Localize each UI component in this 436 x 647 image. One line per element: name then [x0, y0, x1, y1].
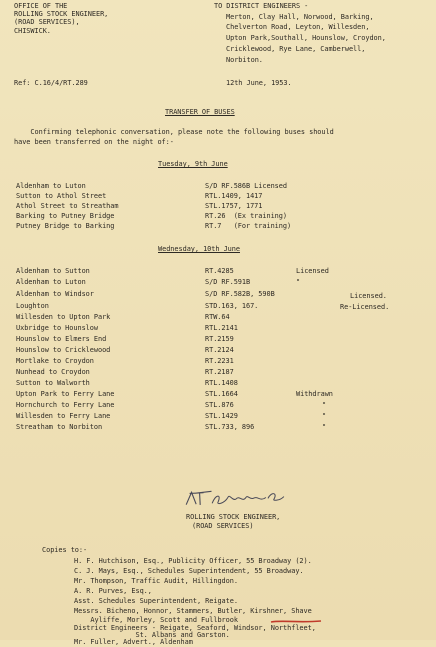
handwritten-signature [181, 484, 292, 516]
route: Sutton to Athol Street [16, 192, 107, 200]
day1-heading: Tuesday, 9th June [158, 160, 228, 168]
reference: Ref: C.16/4/RT.289 [14, 79, 88, 87]
to-line-2: Merton, Clay Hall, Norwood, Barking, [226, 13, 374, 21]
route: Streatham to Norbiton [16, 423, 103, 431]
bus-number: STL.876 [205, 401, 234, 409]
bus-number: RT.7 (For training) [205, 222, 292, 230]
bus-number: STL.733, 896 [205, 423, 255, 431]
to-line-3: Chelverton Road, Leyton, Willesden, [226, 23, 370, 31]
copies-line: St. Albans and Garston. [74, 631, 230, 639]
intro-line-1: Confirming telephonic conversation, please note the following buses should [14, 128, 334, 136]
route: Barking to Putney Bridge [16, 212, 115, 220]
route: Hounslow to Cricklewood [16, 346, 111, 354]
copies-line: Asst. Schedules Superintendent, Reigate. [74, 597, 238, 605]
copies-line: Ayliffe, Morley, Scott and Fullbrook [74, 616, 238, 624]
copies-line: Mr. Fuller, Advert., Aldenham [74, 638, 193, 646]
red-pencil-underline [270, 619, 322, 624]
note: Re-Licensed. [340, 303, 390, 311]
route: Aldenham to Luton [16, 278, 86, 286]
bus-number: RT.26 (Ex training) [205, 212, 287, 220]
signatory-line-1: ROLLING STOCK ENGINEER, [186, 513, 281, 521]
route: Aldenham to Sutton [16, 267, 90, 275]
bus-number: S/D RF.582B, 590B [205, 290, 275, 298]
route: Putney Bridge to Barking [16, 222, 115, 230]
to-line-4: Upton Park,Southall, Hounslow, Croydon, [226, 34, 386, 42]
copies-line: District Engineers - Reigate, Seaford, Windsor, Northfleet, [74, 624, 316, 632]
bus-number: RT.4285 [205, 267, 234, 275]
from-line-2: ROLLING STOCK ENGINEER, [14, 10, 109, 18]
copies-label: Copies to:- [42, 546, 88, 554]
to-line-1: TO DISTRICT ENGINEERS - [214, 2, 309, 10]
note: Licensed [296, 267, 329, 275]
bus-number: RT.2124 [205, 346, 234, 354]
day2-heading: Wednesday, 10th June [158, 245, 240, 253]
bus-number: STL.1429 [205, 412, 238, 420]
route: Hornchurch to Ferry Lane [16, 401, 115, 409]
bus-number: RTW.64 [205, 313, 230, 321]
copies-line: Messrs. Bicheno, Honnor, Stammers, Butler, Kirshner, Shave [74, 607, 312, 615]
note: " [322, 401, 327, 409]
bus-number: RT.2159 [205, 335, 234, 343]
route: Hounslow to Elmers End [16, 335, 107, 343]
to-line-5: Cricklewood, Rye Lane, Camberwell, [226, 45, 366, 53]
bus-number: RT.2231 [205, 357, 234, 365]
route: Uxbridge to Hounslow [16, 324, 98, 332]
signatory-line-2: (ROAD SERVICES) [192, 522, 254, 530]
route: Aldenham to Windsor [16, 290, 94, 298]
bus-number: RTL.2141 [205, 324, 238, 332]
route: Loughton [16, 302, 49, 310]
bus-number: RT.2187 [205, 368, 234, 376]
route: Willesden to Upton Park [16, 313, 111, 321]
route: Willesden to Ferry Lane [16, 412, 111, 420]
note: " [296, 278, 301, 286]
from-line-4: CHISWICK. [14, 27, 51, 35]
memo-title: TRANSFER OF BUSES [165, 108, 235, 116]
bus-number: RTL.1409, 1417 [205, 192, 263, 200]
bus-number: S/D RF.586B Licensed [205, 182, 287, 190]
route: Athol Street to Streatham [16, 202, 119, 210]
from-line-1: OFFICE OF THE [14, 2, 68, 10]
bus-number: STL.1664 [205, 390, 238, 398]
route: Aldenham to Luton [16, 182, 86, 190]
route: Mortlake to Croydon [16, 357, 94, 365]
copies-line: C. J. Mays, Esq., Schedules Superintendent, 55 Broadway. [74, 567, 304, 575]
note: Withdrawn [296, 390, 333, 398]
note: " [322, 423, 327, 431]
intro-line-2: have been transferred on the night of:- [14, 138, 174, 146]
to-line-6: Norbiton. [226, 56, 263, 64]
note: " [322, 412, 327, 420]
copies-line: H. F. Hutchison, Esq., Publicity Officer, 55 Broadway (2). [74, 557, 312, 565]
bus-number: S/D RF.591B [205, 278, 251, 286]
memo-date: 12th June, 1953. [226, 79, 292, 87]
bus-number: RTL.1408 [205, 379, 238, 387]
route: Sutton to Walworth [16, 379, 90, 387]
copies-line: Mr. Thompson, Traffic Audit, Hillingdon. [74, 577, 238, 585]
route: Nunhead to Croydon [16, 368, 90, 376]
route: Upton Park to Ferry Lane [16, 390, 115, 398]
bus-number: STD.163, 167. [205, 302, 259, 310]
note: Licensed. [350, 292, 387, 300]
copies-line: A. R. Purves, Esq., [74, 587, 152, 595]
bus-number: STL.1757, 1771 [205, 202, 263, 210]
from-line-3: (ROAD SERVICES), [14, 18, 80, 26]
